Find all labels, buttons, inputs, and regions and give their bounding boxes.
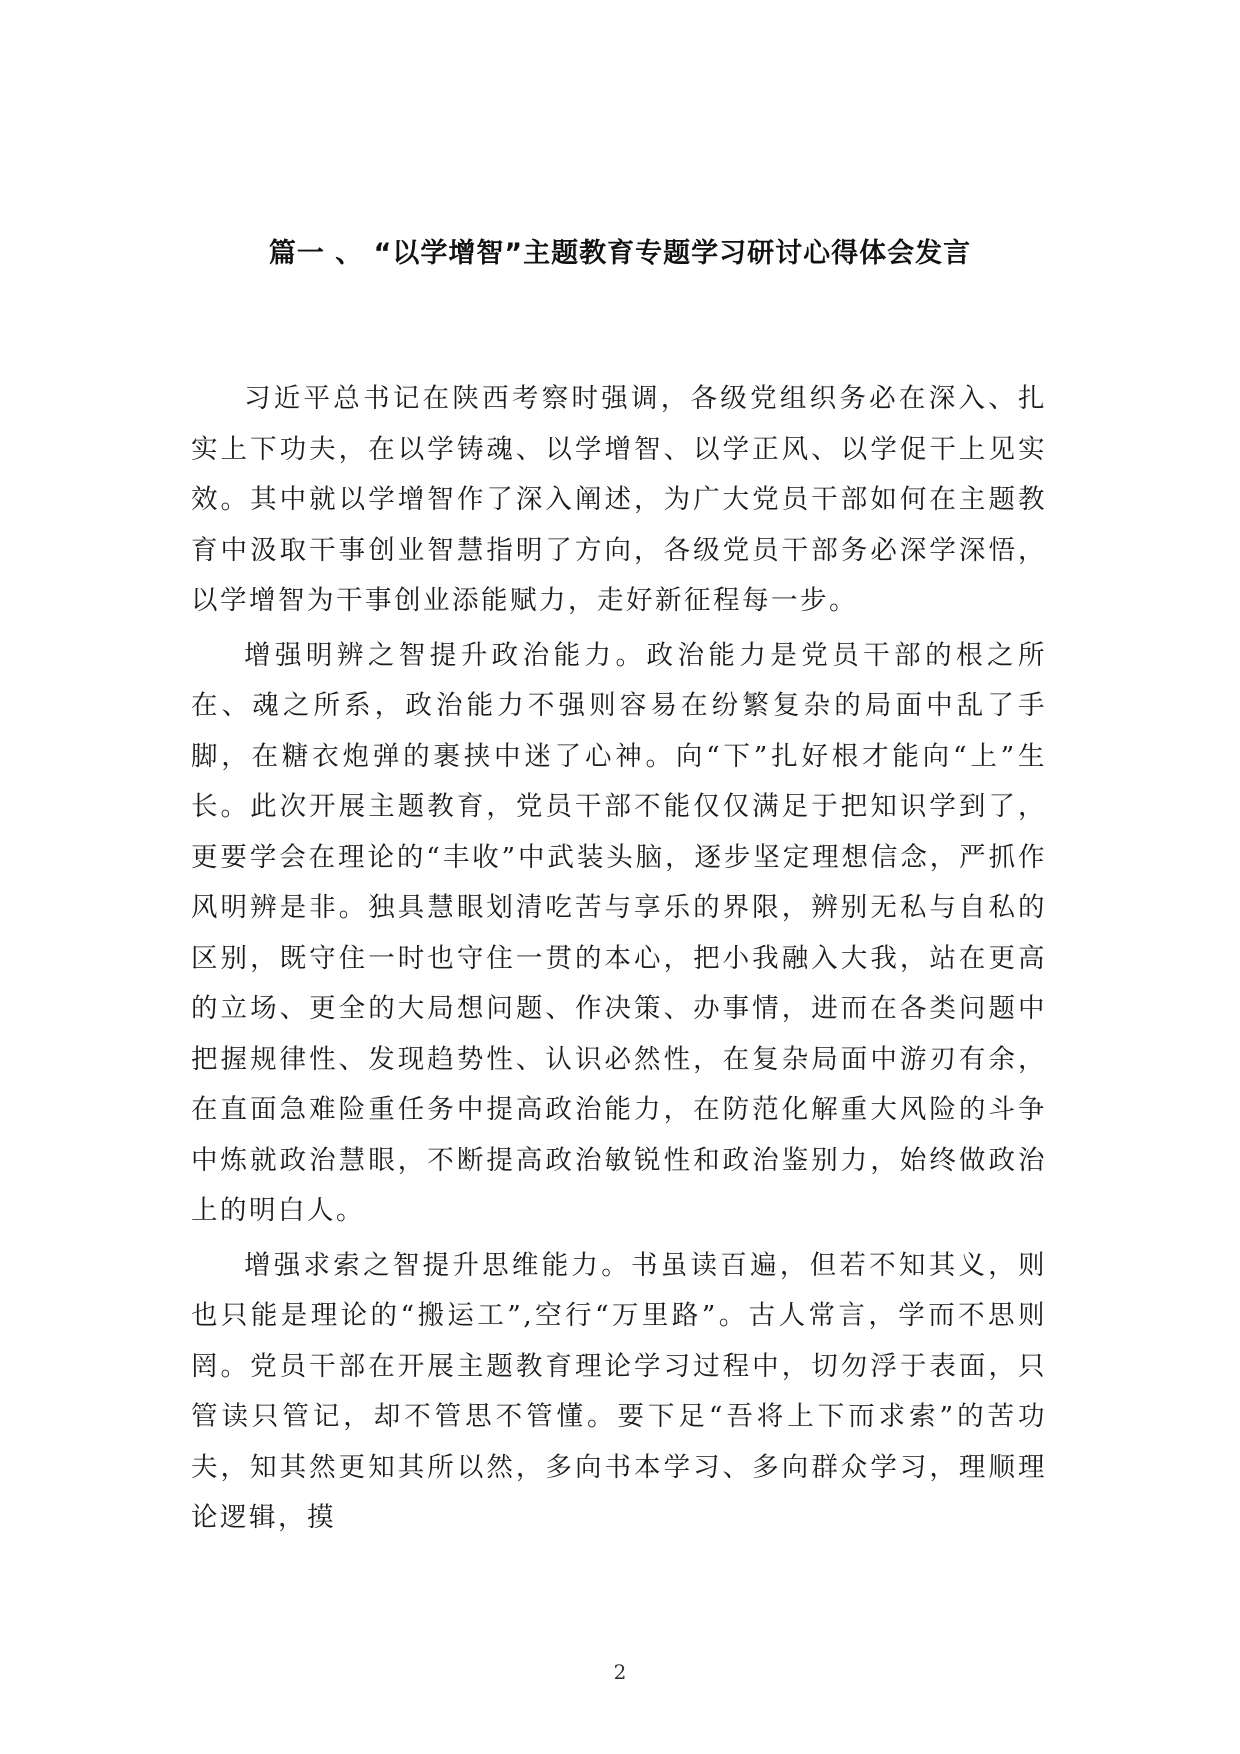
paragraph-thinking-ability: 增强求索之智提升思维能力。书虽读百遍，但若不知其义，则也只能是理论的“搬运工”,空行“万里路”。古人常言，学而不思则罔。党员干部在开展主题教育理论学习过程中，切勿浮于表面，只管读只管记，却不管思不管懂。要下足“吾将上下而求索”的苦功夫，知其然更知其所以然，多向书本学习、多向群众学习，理顺理论逻辑，摸 <box>191 1249 1047 1533</box>
paragraph-political-ability: 增强明辨之智提升政治能力。政治能力是党员干部的根之所在、魂之所系，政治能力不强则容易在纷繁复杂的局面中乱了手脚，在糖衣炮弹的裹挟中迷了心神。向“下”扎好根才能向“上”生长。此次开展主题教育，党员干部不能仅仅满足于把知识学到了，更要学会在理论的“丰收”中武装头脑，逐步坚定理想信念，严抓作风明辨是非。独具慧眼划清吃苦与享乐的界限，辨别无私与自私的区别，既守住一时也守住一贯的本心，把小我融入大我，站在更高的立场、更全的大局想问题、作决策、办事情，进而在各类问题中把握规律性、发现趋势性、认识必然性，在复杂局面中游刃有余，在直面急难险重任务中提高政治能力，在防范化解重大风险的斗争中炼就政治慧眼，不断提高政治敏锐性和政治鉴别力，始终做政治上的明白人。 <box>191 639 1047 1226</box>
page-number: 2 <box>613 1660 627 1684</box>
document-title: 篇一 、 “以学增智”主题教育专题学习研讨心得体会发言 <box>268 238 972 269</box>
paragraph-intro: 习近平总书记在陕西考察时强调，各级党组织务必在深入、扎实上下功夫，在以学铸魂、以学增智、以学正风、以学促干上见实效。其中就以学增智作了深入阐述，为广大党员干部如何在主题教育中汲取干事创业智慧指明了方向，各级党员干部务必深学深悟，以学增智为干事创业添能赋力，走好新征程每一步。 <box>191 383 1047 616</box>
document-body <box>191 374 1047 1548</box>
